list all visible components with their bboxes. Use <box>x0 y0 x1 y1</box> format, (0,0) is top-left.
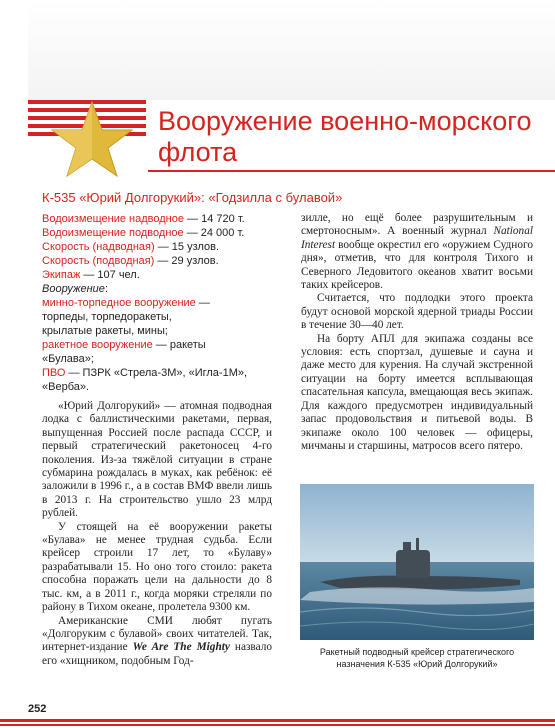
text-run: Американские СМИ любят пугать «Долгоруким с булавой» своих читателей. Так, интернет-издание <box>42 614 272 654</box>
spec-row <box>42 296 287 310</box>
text-run: вообще окрестил его «оружием Судного дня», отметив, что для контроля Тихого и Северного Ледовитого океанов хватит восьми таких крейсеров. <box>301 238 533 292</box>
spec-row: торпеды, торпедоракеты, <box>42 311 172 323</box>
spec-value: — ПЗРК «Стрела-3М», «Игла-1М», <box>65 367 248 379</box>
publication-name: National Interest <box>301 225 533 251</box>
footer-rule <box>0 724 555 726</box>
spec-row: «Верба». <box>42 381 90 393</box>
paragraph <box>42 615 272 669</box>
chapter-header <box>28 100 555 178</box>
spec-key: Скорость (подводная) <box>42 255 155 267</box>
spec-value: — ракеты <box>152 339 206 351</box>
paragraph: У стоящей на её вооружении ракеты «Булава» не менее трудная судьба. Если крейсер строили 17 лет, то «Булаву» разрабатывали 15. Но оно того стоило: ракета способна поражать цели на дальности до 8 тыс. км, а в 2011 г., когда моряки стреляли по району в Тихом океане, пролетела 9300 км. <box>42 520 272 614</box>
text-run: зилле, но ещё более разрушительным и смертоносным». А военный журнал <box>301 212 533 238</box>
spec-row <box>42 366 287 380</box>
paragraph <box>301 212 533 292</box>
spec-row <box>42 268 287 282</box>
spec-value: — 29 узлов. <box>154 255 219 267</box>
spec-key: Водоизмещение подводное <box>42 227 184 239</box>
photo-caption: Ракетный подводный крейсер стратегического назначения К-535 «Юрий Долгорукий» <box>319 647 515 669</box>
spec-value: — 15 узлов. <box>154 241 220 253</box>
spec-row <box>42 282 287 296</box>
paragraph: На борту АПЛ для экипажа созданы все условия: есть спортзал, душевые и сауна и даже место для курения. На случай экстренной ситуации на борту имеется всплывающая спасательная капсула, вмещающая весь экипаж. Для каждого предусмотрен индивидуальный запас продовольствия и питьевой воды. В экипаже около 100 человек — офицеры, мичманы и старшины, матросов всего пятеро. <box>301 332 533 452</box>
left-column <box>42 400 272 668</box>
spec-row: крылатые ракеты, мины; <box>42 325 168 337</box>
spec-row: «Булава»; <box>42 353 94 365</box>
spec-row <box>42 212 287 226</box>
spec-heading: Вооружение <box>42 283 105 295</box>
spec-key: ракетное вооружение <box>42 339 153 351</box>
left-margin-band <box>0 0 28 728</box>
spec-value: — 24 000 т. <box>183 227 245 239</box>
right-column <box>301 212 533 453</box>
spec-value: — 14 720 т. <box>184 213 245 225</box>
publication-name: We Are The Mighty <box>132 641 230 654</box>
spec-key: Водоизмещение надводное <box>42 213 184 225</box>
spec-row <box>42 254 287 268</box>
spec-key: Экипаж <box>42 269 81 281</box>
spec-row <box>42 338 287 352</box>
submarine-photo <box>300 484 534 640</box>
footer-rule <box>0 719 555 722</box>
paragraph: Считается, что подлодки этого проекта будут основой морской ядерной триады России в течение 30—40 лет. <box>301 292 533 332</box>
spec-key: Скорость (надводная) <box>42 241 155 253</box>
spec-row <box>42 240 287 254</box>
spec-list <box>42 212 287 394</box>
spec-value: — <box>195 297 210 309</box>
page-title: Вооружение военно-морского флота <box>158 106 532 167</box>
spec-key: ПВО <box>42 367 66 379</box>
paragraph: «Юрий Долгорукий» — атомная подводная лодка с баллистическими ракетами, первая, выпущенная Россией после распада СССР, и первый стратегический ракетоносец 4-го поколения. Из-за тяжёлой ситуации в стране субмарина рождалась в муках, как ребёнок: её заложили в 1996 г., а в состав ВМФ ввели лишь в 2013 г. На строительство ушло 23 млрд рублей. <box>42 400 272 520</box>
star-icon <box>48 100 136 178</box>
spec-row <box>42 226 287 240</box>
spec-value: — 107 чел. <box>80 269 140 281</box>
spec-key: минно-торпедное вооружение <box>42 297 196 309</box>
top-shade <box>28 0 555 100</box>
page-number: 252 <box>28 703 47 715</box>
spec-colon: : <box>104 283 108 295</box>
text-run: назвало его «хищником, подобным Год- <box>42 641 273 667</box>
title-underline <box>148 170 555 172</box>
article-subtitle: К-535 «Юрий Долгорукий»: «Годзилла с булавой» <box>42 190 343 205</box>
